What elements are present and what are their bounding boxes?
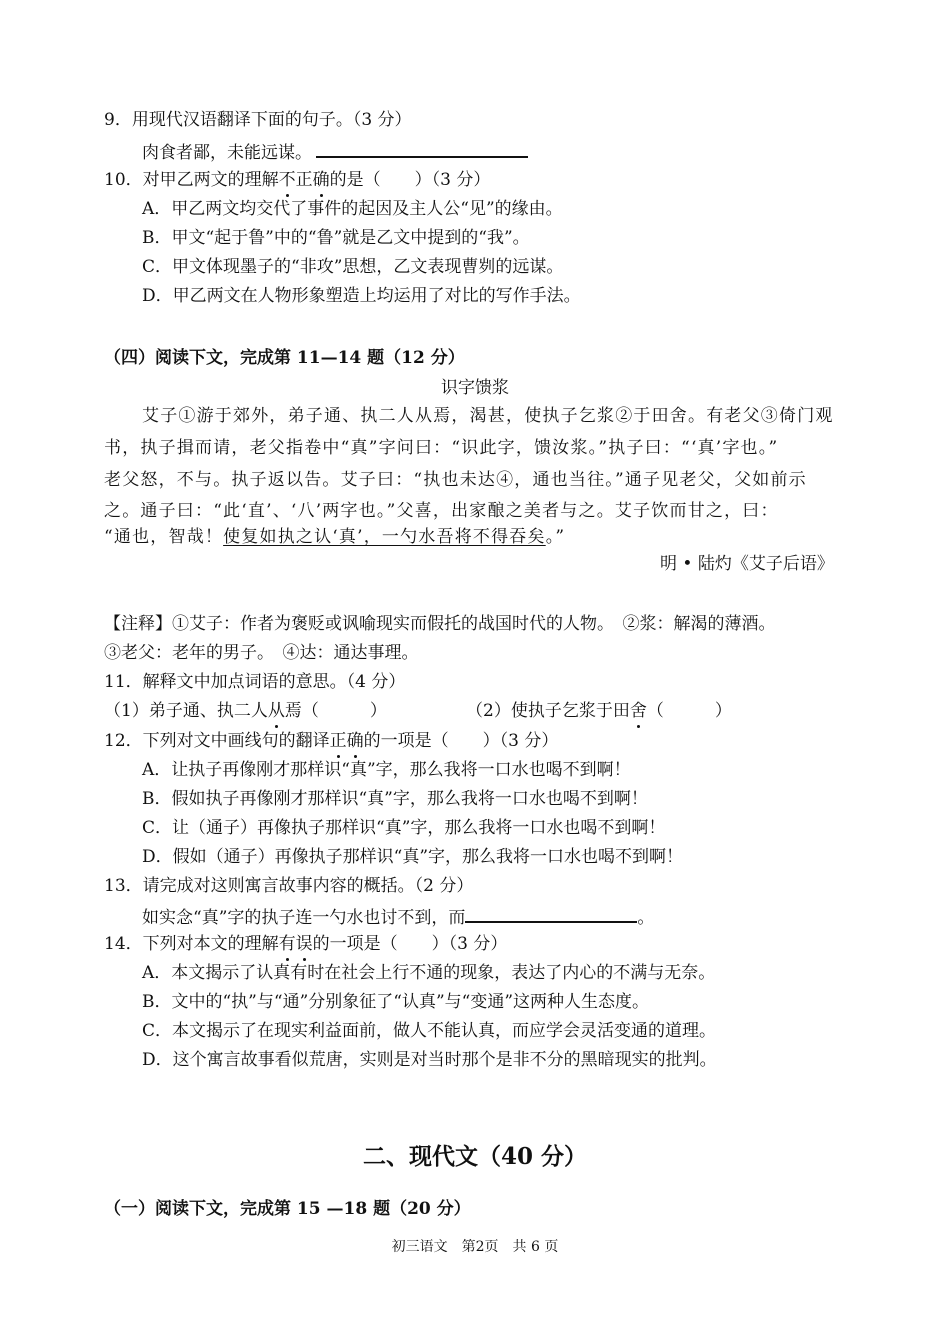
q12-option-d[interactable]: D．假如（通子）再像执子那样识“真”字，那么我将一口水也喝不到啊！ xyxy=(142,847,684,867)
q10-prompt xyxy=(104,168,490,192)
q10-dotted-char-1: 不 xyxy=(278,170,296,190)
q11-item-2[interactable] xyxy=(466,699,732,723)
q14-dotted-char-2: 误 xyxy=(295,934,313,954)
q12-dotted-char-1: 正 xyxy=(329,731,347,751)
q10-prompt-text-a: 10．对甲乙两文的理解 xyxy=(104,170,279,190)
passage-line-5-a: “通也，智哉！ xyxy=(104,527,224,547)
notes-line-1: 【注释】①艾子：作者为褒贬或讽喻现实而假托的战国时代的人物。 ②浆：解渴的薄酒。 xyxy=(104,614,776,634)
q12-option-b[interactable]: B．假如执子再像刚才那样识“真”字，那么我将一口水也喝不到啊！ xyxy=(142,789,648,809)
q11-prompt: 11．解释文中加点词语的意思。（4 分） xyxy=(104,672,406,692)
q9-sentence-line xyxy=(142,138,528,165)
q11-item-1-b: 焉（ ） xyxy=(284,701,387,721)
q12-prompt-text-b: 的一项是（ ）（3 分） xyxy=(363,731,559,751)
passage-underlined-sentence: 使复如执之认‘真’，一勺水吾将不得吞矣 xyxy=(223,527,546,547)
q12-option-a[interactable]: A．让执子再像刚才那样识“真”字，那么我将一口水也喝不到啊！ xyxy=(142,760,631,780)
q14-dotted-char-1: 有 xyxy=(278,934,296,954)
q14-prompt-text-b: 的一项是（ ）（3 分） xyxy=(312,934,508,954)
section-2-sub-heading: （一）阅读下文，完成第 15 —18 题（20 分） xyxy=(104,1199,471,1219)
q12-prompt-text-a: 12．下列对文中画线句的翻译 xyxy=(104,731,330,751)
passage-line-3: 老父怒，不与。执子返以告。艾子曰：“执也未达④，通也当往。”通子见老父，父如前示 xyxy=(104,470,807,490)
q11-item-2-b: （ ） xyxy=(646,701,732,721)
q10-option-a[interactable]: A．甲乙两文均交代了事件的起因及主人公“见”的缘由。 xyxy=(142,199,563,219)
passage-line-1: 艾子①游于郊外，弟子通、执二人从焉，渴甚，使执子乞浆②于田舍。有老父③倚门观 xyxy=(142,406,834,426)
q11-dotted-char-2: 舍 xyxy=(629,701,647,721)
q10-prompt-text-c: 的是（ ）（3 分） xyxy=(329,170,491,190)
q9-answer-blank[interactable] xyxy=(316,138,528,158)
q12-option-c[interactable]: C．让（通子）再像执子那样识“真”字，那么我将一口水也喝不到啊！ xyxy=(142,818,666,838)
q11-item-1-a: （1）弟子通、执二人 xyxy=(104,701,268,721)
passage-source: 明 • 陆灼《艾子后语》 xyxy=(660,554,834,574)
q10-option-c[interactable]: C．甲文体现墨子的“非攻”思想，乙文表现曹刿的远谋。 xyxy=(142,257,564,277)
q10-option-b[interactable]: B．甲文“起于鲁”中的“鲁”就是乙文中提到的“我”。 xyxy=(142,228,530,248)
q14-option-a[interactable]: A．本文揭示了认真有时在社会上行不通的现象，表达了内心的不满与无奈。 xyxy=(142,963,716,983)
q10-prompt-text-b: 正 xyxy=(295,170,313,190)
q12-prompt xyxy=(104,729,558,753)
q13-sentence-line xyxy=(142,903,654,930)
q13-sentence-a: 如实念“真”字的执子连一勺水也讨不到，而 xyxy=(142,908,466,928)
q11-item-1[interactable] xyxy=(104,699,387,723)
q13-answer-blank[interactable] xyxy=(465,903,637,923)
passage-line-2: 书，执子揖而请，老父指卷中“真”字问曰：“识此字，馈汝浆。”执子曰：“‘真’字也。” xyxy=(104,438,779,458)
q12-dotted-char-2: 确 xyxy=(346,731,364,751)
section-2-title: 二、现代文（40 分） xyxy=(362,1143,587,1170)
q13-sentence-b: 。 xyxy=(637,908,655,928)
q14-option-d[interactable]: D．这个寓言故事看似荒唐，实则是对当时那个是非不分的黑暗现实的批判。 xyxy=(142,1050,717,1070)
passage-line-5-b: 。” xyxy=(545,527,566,547)
passage-line-5 xyxy=(104,525,565,549)
q9-prompt: 9．用现代汉语翻译下面的句子。（3 分） xyxy=(104,110,412,130)
passage-line-4: 之。通子曰：“此‘直’、‘八’两字也。”父喜，出家酿之美者与之。艾子饮而甘之，曰： xyxy=(104,501,779,521)
q14-option-b[interactable]: B．文中的“执”与“通”分别象征了“认真”与“变通”这两种人生态度。 xyxy=(142,992,650,1012)
q14-prompt xyxy=(104,932,507,956)
part4-heading: （四）阅读下文，完成第 11—14 题（12 分） xyxy=(104,348,465,368)
notes-line-2: ③老父：老年的男子。 ④达：通达事理。 xyxy=(104,643,419,663)
q9-sentence: 肉食者鄙，未能远谋。 xyxy=(142,143,312,163)
q10-dotted-char-2: 确 xyxy=(312,170,330,190)
q14-option-c[interactable]: C．本文揭示了在现实利益面前，做人不能认真，而应学会灵活变通的道理。 xyxy=(142,1021,717,1041)
q11-dotted-char-1: 从 xyxy=(267,701,285,721)
page-footer: 初三语文 第2页 共 6 页 xyxy=(391,1239,559,1255)
q13-prompt: 13．请完成对这则寓言故事内容的概括。（2 分） xyxy=(104,876,474,896)
q10-option-d[interactable]: D．甲乙两文在人物形象塑造上均运用了对比的写作手法。 xyxy=(142,286,581,306)
q14-prompt-text-a: 14．下列对本文的理解 xyxy=(104,934,279,954)
q11-item-2-a: （2）使执子乞浆于田 xyxy=(466,701,630,721)
passage-title: 识字馈浆 xyxy=(441,378,509,398)
